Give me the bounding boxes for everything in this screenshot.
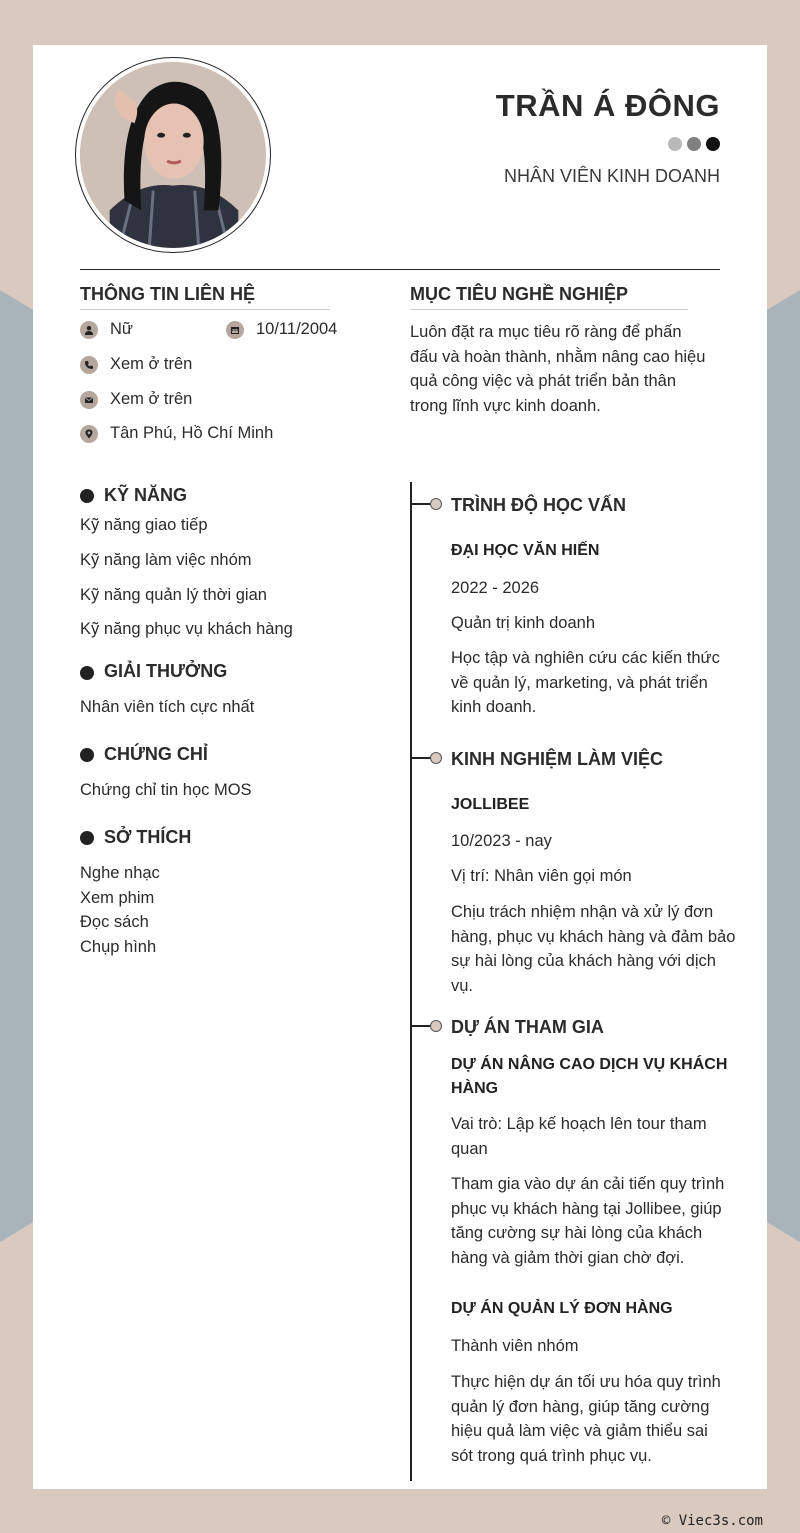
birthday-value: 10/11/2004 — [256, 320, 338, 338]
project-description — [451, 1172, 751, 1270]
objective-heading: MỤC TIÊU NGHỀ NGHIỆP — [410, 284, 629, 304]
candidate-name: TRẦN Á ĐÔNG — [495, 88, 720, 123]
timeline-connector — [411, 503, 431, 505]
objective-line: trong lĩnh vực kinh doanh. — [410, 396, 601, 415]
education-heading: TRÌNH ĐỘ HỌC VẤN — [451, 495, 626, 515]
awards-heading: GIẢI THƯỞNG — [104, 661, 228, 681]
hobby-item: Nghe nhạc — [80, 864, 160, 882]
dot-mid — [687, 137, 701, 151]
hobby-item: Xem phim — [80, 888, 155, 907]
contact-heading: THÔNG TIN LIÊN HỆ — [80, 284, 255, 304]
project-role-line: quan — [451, 1139, 488, 1158]
phone-icon — [80, 356, 98, 374]
project-name-line: DỰ ÁN QUẢN LÝ ĐƠN HÀNG — [451, 1300, 673, 1317]
experience-description — [451, 900, 751, 998]
project-role — [451, 1337, 579, 1356]
job-title: NHÂN VIÊN KINH DOANH — [503, 166, 720, 186]
timeline-line — [410, 482, 412, 1481]
project-desc-line: quản lý đơn hàng, giúp tăng cường — [451, 1397, 710, 1416]
project-desc-line: Thực hiện dự án tối ưu hóa quy trình — [451, 1373, 721, 1391]
hobby-item: Chụp hình — [80, 937, 157, 956]
award-item: Nhân viên tích cực nhất — [80, 698, 255, 716]
contact-gender — [80, 320, 133, 339]
skill-item: Kỹ năng giao tiếp — [80, 516, 208, 534]
project-role-line: Thành viên nhóm — [451, 1337, 579, 1355]
education-major: Quản trị kinh doanh — [451, 614, 596, 632]
timeline-connector — [411, 1025, 431, 1027]
skill-item: Kỹ năng phục vụ khách hàng — [80, 620, 293, 638]
hobbies-bullet — [80, 831, 94, 845]
header-divider — [80, 269, 720, 270]
company-name: JOLLIBEE — [451, 796, 530, 813]
project-name-line: DỰ ÁN NÂNG CAO DỊCH VỤ KHÁCH — [451, 1056, 728, 1073]
education-desc-line: kinh doanh. — [451, 698, 537, 716]
timeline-node — [430, 1020, 442, 1032]
project-role — [451, 1112, 751, 1161]
education-period: 2022 - 2026 — [451, 579, 540, 597]
contact-birthday — [226, 320, 337, 339]
contact-underline — [80, 309, 330, 310]
watermark: © Viec3s.com — [661, 1513, 763, 1529]
experience-desc-line: hàng, phục vụ khách hàng và đảm bảo — [451, 927, 736, 946]
project-desc-line: phục vụ khách hàng tại Jollibee, giúp — [451, 1199, 722, 1218]
objective-line: Luôn đặt ra mục tiêu rõ ràng để phấn — [410, 323, 682, 341]
timeline-node — [430, 498, 442, 510]
skill-item: Kỹ năng quản lý thời gian — [80, 586, 267, 604]
certificates-heading: CHỨNG CHỈ — [104, 744, 208, 764]
experience-desc-line: Chịu trách nhiệm nhận và xử lý đơn — [451, 903, 714, 921]
dot-dark — [706, 137, 720, 151]
objective-underline — [410, 309, 688, 310]
project-desc-line: sót trong quá trình phục vụ. — [451, 1446, 652, 1465]
experience-period: 10/2023 - nay — [451, 832, 552, 850]
objective-text — [410, 320, 730, 418]
portrait-photo — [80, 62, 266, 248]
timeline-connector — [411, 757, 431, 759]
objective-line: đấu và hoàn thành, nhằm nâng cao hiệu — [410, 347, 706, 366]
project-name — [451, 1053, 727, 1101]
experience-position: Vị trí: Nhân viên gọi món — [451, 867, 632, 885]
skills-bullet — [80, 489, 94, 503]
calendar-icon — [226, 321, 244, 339]
contact-phone — [80, 355, 192, 374]
experience-desc-line: sự hài lòng của khách hàng với dịch — [451, 952, 716, 970]
project-desc-line: hiệu quả làm việc và giảm thiểu sai — [451, 1422, 708, 1440]
education-desc-line: Học tập và nghiên cứu các kiến thức — [451, 649, 720, 667]
hobbies-heading: SỞ THÍCH — [104, 827, 192, 847]
project-role-line: Vai trò: Lập kế hoạch lên tour tham — [451, 1115, 707, 1133]
hobby-item: Đọc sách — [80, 913, 149, 931]
skills-heading: KỸ NĂNG — [104, 485, 188, 505]
education-description — [451, 646, 751, 720]
project-name — [451, 1300, 673, 1318]
gender-value: Nữ — [110, 320, 133, 338]
awards-bullet — [80, 666, 94, 680]
timeline-node — [430, 752, 442, 764]
location-pin-icon — [80, 425, 98, 443]
project-description — [451, 1370, 751, 1468]
skill-item: Kỹ năng làm việc nhóm — [80, 551, 252, 569]
project-desc-line: Tham gia vào dự án cải tiến quy trình — [451, 1175, 725, 1193]
address-value: Tân Phú, Hồ Chí Minh — [110, 424, 274, 442]
dot-light — [668, 137, 682, 151]
projects-heading: DỰ ÁN THAM GIA — [451, 1017, 604, 1037]
experience-heading: KINH NGHIỆM LÀM VIỆC — [451, 749, 664, 769]
mail-icon — [80, 391, 98, 409]
experience-desc-line: vụ. — [451, 976, 474, 995]
project-desc-line: tăng cường sự hài lòng của khách — [451, 1224, 703, 1242]
email-value: Xem ở trên — [110, 390, 193, 408]
certificates-bullet — [80, 748, 94, 762]
phone-value: Xem ở trên — [110, 355, 193, 373]
user-icon — [80, 321, 98, 339]
avatar — [75, 57, 271, 253]
contact-address — [80, 424, 273, 443]
project-desc-line: hàng và giảm thời gian chờ đợi. — [451, 1248, 685, 1267]
left-side-shape — [0, 0, 33, 1533]
decorative-dots — [668, 137, 720, 151]
objective-line: quả công việc và phát triển bản thân — [410, 372, 677, 390]
right-side-shape — [767, 0, 800, 1533]
project-name-line: HÀNG — [451, 1080, 499, 1097]
school-name: ĐẠI HỌC VĂN HIẾN — [451, 542, 600, 559]
certificate-item: Chứng chỉ tin học MOS — [80, 781, 252, 799]
contact-email — [80, 390, 192, 409]
hobbies-list — [80, 861, 160, 959]
education-desc-line: về quản lý, marketing, và phát triển — [451, 673, 708, 692]
